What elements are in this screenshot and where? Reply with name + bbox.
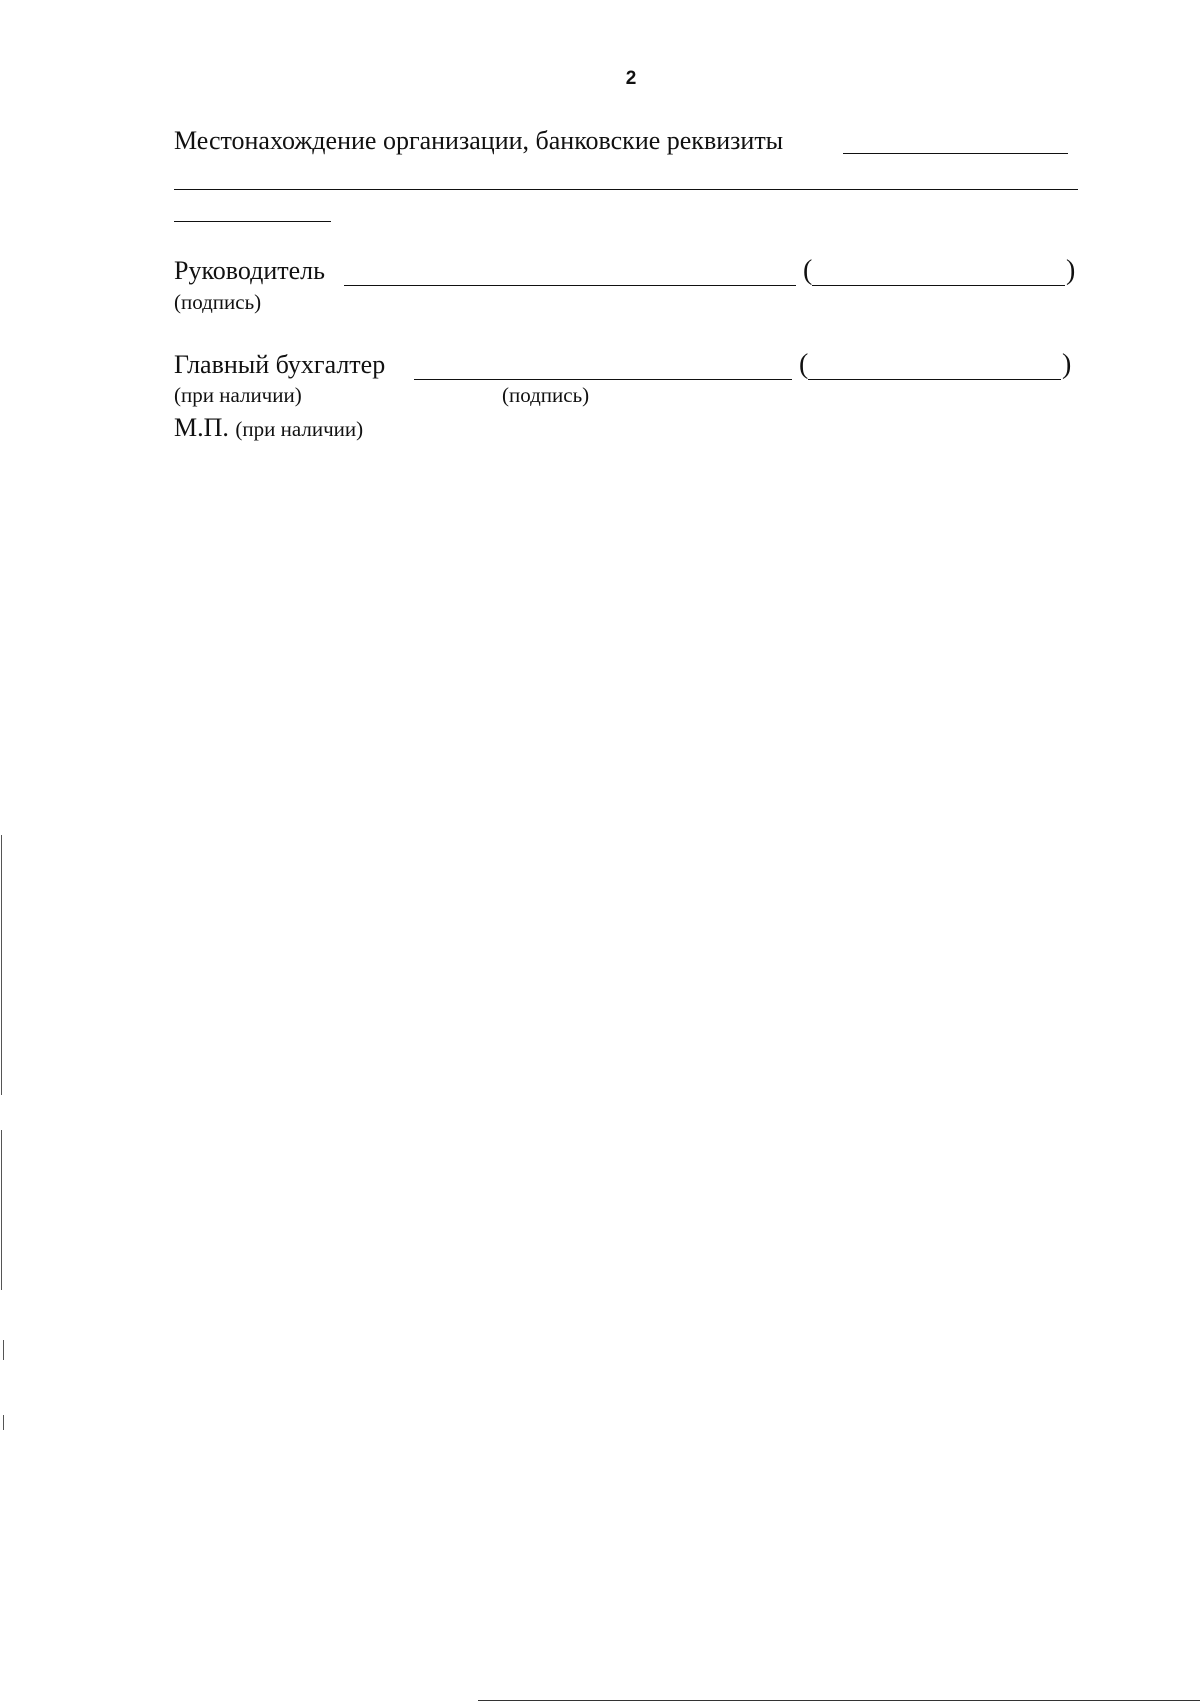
scan-edge-mark <box>3 1415 4 1430</box>
director-signature-line[interactable] <box>344 285 796 286</box>
director-name-line[interactable] <box>812 285 1065 286</box>
stamp-label-main: М.П. <box>174 413 229 442</box>
accountant-open-paren: ( <box>799 349 809 380</box>
address-label: Местонахождение организации, банковские реквизиты <box>174 126 784 155</box>
director-signature-caption: (подпись) <box>174 290 262 314</box>
stamp-label <box>174 415 363 441</box>
address-field-line-3[interactable] <box>174 221 331 222</box>
accountant-qualifier-caption: (при наличии) <box>174 383 302 407</box>
director-label: Руководитель <box>174 256 325 285</box>
stamp-label-qualifier: (при наличии) <box>235 417 364 441</box>
address-field-line-1[interactable] <box>843 153 1068 154</box>
scan-edge-mark <box>1 1130 2 1290</box>
accountant-close-paren: ) <box>1062 349 1072 380</box>
accountant-name-line[interactable] <box>808 379 1061 380</box>
scan-edge-mark <box>3 1340 4 1360</box>
page-number: 2 <box>625 68 637 89</box>
accountant-label: Главный бухгалтер <box>174 350 386 379</box>
scan-edge-mark <box>1 835 2 1095</box>
director-close-paren: ) <box>1066 255 1076 286</box>
accountant-signature-line[interactable] <box>414 379 792 380</box>
scan-bottom-edge <box>478 1700 1200 1701</box>
accountant-signature-caption: (подпись) <box>502 383 590 407</box>
address-field-line-2[interactable] <box>174 189 1078 190</box>
director-open-paren: ( <box>803 255 813 286</box>
